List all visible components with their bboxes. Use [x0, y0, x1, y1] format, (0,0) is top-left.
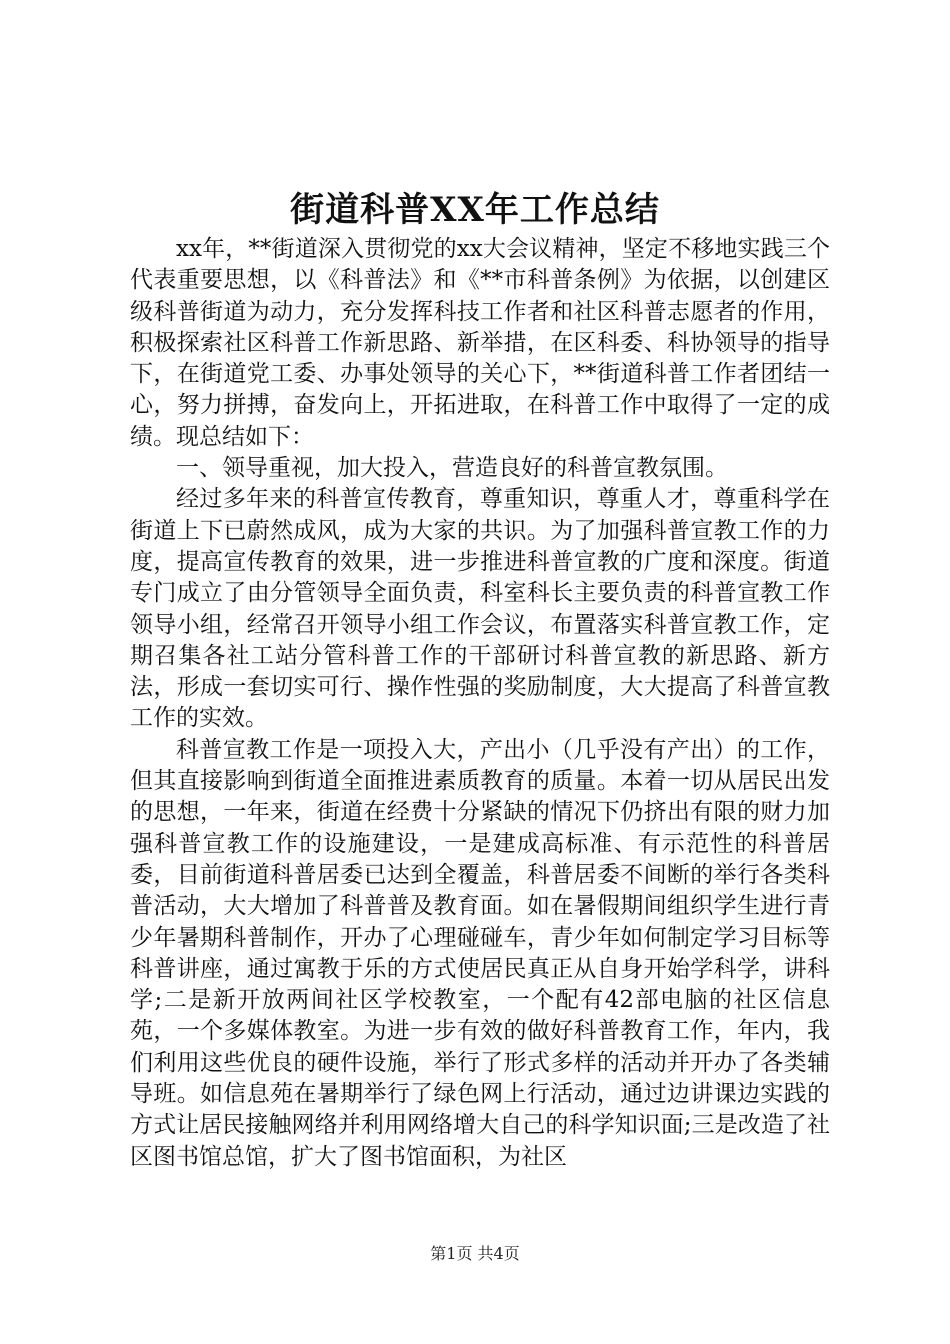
document-title: 街道科普XX年工作总结 [290, 190, 660, 230]
paragraph-leadership: 经过多年来的科普宣传教育，尊重知识，尊重人才，尊重科学在街道上下已蔚然成风，成为大家的共识。为了加强科普宣教工作的力度，提高宣传教育的效果，进一步推进科普宣教的广度和深度。街道专门成立了由分管领导全面负责，科室科长主要负责的科普宣教工作领导小组，经常召开领导小组工作会议，布置落实科普宣教工作，定期召集各社工站分管科普工作的干部研讨科普宣教的新思路、新方法，形成一套切实可行、操作性强的奖励制度，大大提高了科普宣教工作的实效。 [130, 486, 830, 732]
section-heading-1: 一、领导重视，加大投入，营造良好的科普宣教氛围。 [176, 455, 728, 482]
page-footer: 第1页 共4页 [430, 1244, 520, 1263]
document-body [130, 234, 830, 1173]
paragraph-investment: 科普宣教工作是一项投入大，产出小（几乎没有产出）的工作，但其直接影响到街道全面推进素质教育的质量。本着一切从居民出发的思想，一年来，街道在经费十分紧缺的情况下仍挤出有限的财力加强科普宣教工作的设施建设，一是建成高标准、有示范性的科普居委，目前街道科普居委已达到全覆盖，科普居委不间断的举行各类科普活动，大大增加了科普普及教育面。如在暑假期间组织学生进行青少年暑期科普制作，开办了心理碰碰车，青少年如何制定学习目标等科普讲座，通过寓教于乐的方式使居民真正从自身开始学科学，讲科学;二是新开放两间社区学校教室，一个配有42部电脑的社区信息苑，一个多媒体教室。为进一步有效的做好科普教育工作，年内，我们利用这些优良的硬件设施，举行了形式多样的活动并开办了各类辅导班。如信息苑在暑期举行了绿色网上行活动，通过边讲课边实践的方式让居民接触网络并利用网络增大自己的科学知识面;三是改造了社区图书馆总馆，扩大了图书馆面积，为社区 [130, 736, 830, 1170]
paragraph-intro: xx年，**街道深入贯彻党的xx大会议精神，坚定不移地实践三个代表重要思想，以《科普法》和《**市科普条例》为依据，以创建区级科普街道为动力，充分发挥科技工作者和社区科普志愿者的作用，积极探索社区科普工作新思路、新举措，在区科委、科协领导的指导下，在街道党工委、办事处领导的关心下，**街道科普工作者团结一心，努力拼搏，奋发向上，开拓进取，在科普工作中取得了一定的成绩。现总结如下： [130, 236, 830, 450]
